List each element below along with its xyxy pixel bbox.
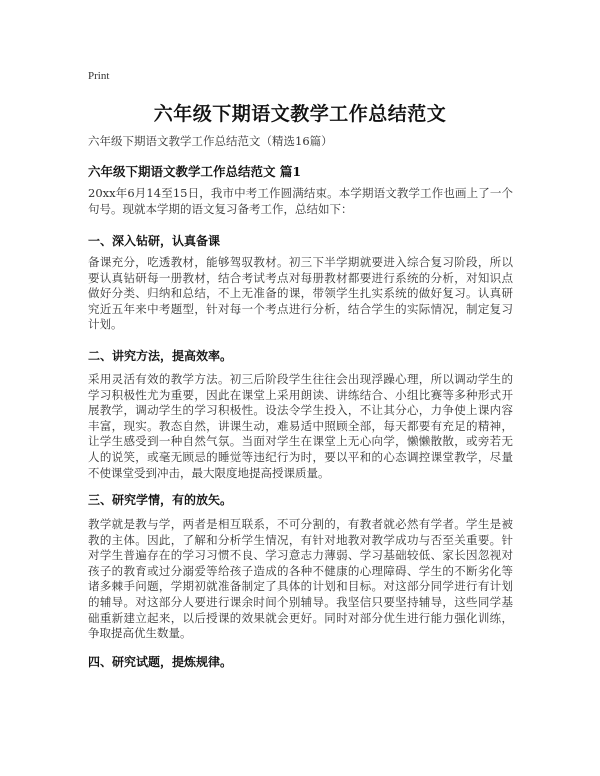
paragraph-3: 教学就是教与学，两者是相互联系，不可分割的，有教者就必然有学者。学生是被教的主体。因此，了解和分析学生情况，有针对地教对教学成功与否至关重要。针对学生普遍存在的学习习惯不良、学习意志力薄弱、学习基础较低、家长因忽视对孩子的教育或过分溺爱等给孩子造成的各种不健康的心理障碍、学生的不断劣化等诸多棘手问题，学期初就准备制定了具体的计划和目标。对这部分同学进行有计划的辅导。对这部分人要进行课余时间个别辅导。我坚信只要坚持辅导，这些同学基础重新建立起来，以后授课的效果就会更好。同时对部分优生进行能力强化训练，争取提高优生数量。 (88, 517, 513, 641)
heading-2: 二、讲究方法，提高效率。 (88, 349, 233, 363)
paragraph-2: 采用灵活有效的教学方法。初三后阶段学生往往会出现浮躁心理，所以调动学生的学习积极性尤为重要，因此在课堂上采用朗读、讲练结合、小组比赛等多种形式开展教学，调动学生的学习积极性。设法令学生投入，不让其分心，力争使上课内容丰富，现实。教态自然，讲课生动，难易适中照顾全部，每天都要有充足的精神，让学生感受到一种自然气氛。当面对学生在课堂上无心向学，懒懒散散，或旁若无人的说笑，或毫无顾忌的睡觉等违纪行为时，要以平和的心态调控课堂教学，尽量不使课堂受到冲击，最大限度地提高授课质量。 (88, 372, 513, 480)
paragraph-1: 备课充分，吃透教材，能够驾驭教材。初三下半学期就要进入综合复习阶段，所以要认真钻研每一册教材，结合考试考点对每册教材都要进行系统的分析，对知识点做好分类、归纳和总结，不上无准备的课，带领学生扎实系统的做好复习。认真研究近五年来中考题型，针对每一个考点进行分析，结合学生的实际情况，制定复习计划。 (88, 255, 513, 332)
heading-4: 四、研究试题，提炼规律。 (88, 655, 233, 669)
intro-paragraph: 20xx年6月14至15日，我市中考工作圆满结束。本学期语文教学工作也画上了一个句号。现就本学期的语文复习备考工作，总结如下： (88, 186, 513, 216)
print-label: Print (88, 70, 110, 82)
heading-1: 一、深入钻研，认真备课 (88, 234, 221, 248)
heading-3: 三、研究学情，有的放矢。 (88, 493, 233, 507)
document-title: 六年级下期语文教学工作总结范文 (153, 103, 447, 125)
document-subtitle: 六年级下期语文教学工作总结范文（精选16篇） (88, 134, 333, 148)
section-title: 六年级下期语文教学工作总结范文 篇1 (88, 164, 302, 179)
